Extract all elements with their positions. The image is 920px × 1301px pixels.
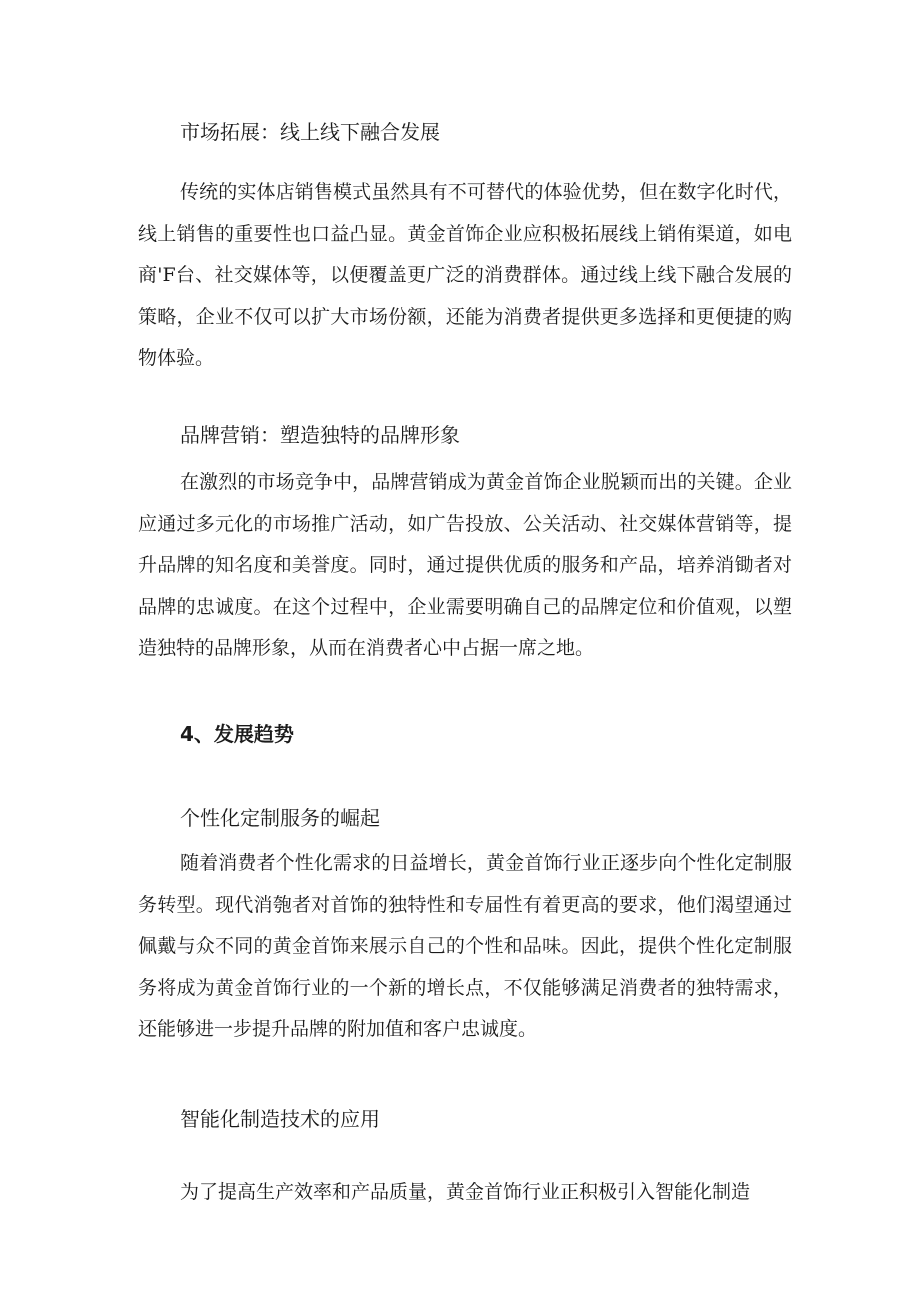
section-paragraph-market-expansion: 传统的实体店销售模式虽然具有不可替代的体验优势，但在数字化时代，线上销售的重要性也口益凸显。黄金首饰企业应积极拓展线上销侑渠道，如电商'F台、社交媒体等，以便覆盖更广泛的消费群体。通过线上线下融合发展的策略，企业不仅可以扩大市场份额，还能为消费者提供更多选择和更便捷的购物体验。 [138, 181, 792, 369]
section-heading-market-expansion: 市场拓展：线上线下融合发展 [180, 120, 440, 144]
section-paragraph-brand-marketing: 在激烈的市场竞争中，品牌营销成为黄金首饰企业脱颖而出的关键。企业应通过多元化的市场推广活动，如广告投放、公关活动、社交媒体营销等，提升品牌的知名度和美誉度。同时，通过提供优质的服务和产品，培养消锄者对品牌的忠诚度。在这个过程中，企业需要明确自己的品牌定位和价值观，以塑造独特的品牌形象，从而在消费者心中占据一席之地。 [138, 471, 792, 659]
section-paragraph-personalized-customization: 随着消费者个性化需求的日益增长，黄金首饰行业正逐步向个性化定制服务转型。现代消匏者对首饰的独特性和专届性有着更高的要求，他们渴望通过佩戴与众不同的黄金首饰来展示自己的个性和品味。因此，提供个性化定制服务将成为黄金首饰行业的一个新的增长点，不仅能够满足消费者的独特需求，还能够进一步提升品牌的附加值和客户忠诚度。 [138, 852, 792, 1040]
section-heading-personalized-customization: 个性化定制服务的崛起 [180, 806, 380, 830]
section-heading-brand-marketing: 品牌营销：塑造独特的品牌形象 [180, 423, 460, 447]
section-paragraph-intelligent-manufacturing: 为了提高生产效率和产品质量，黄金首饰行业正积极引入智能化制造 [180, 1181, 751, 1203]
section-heading-intelligent-manufacturing: 智能化制造技术的应用 [180, 1107, 380, 1131]
section-heading-development-trends: 4、发展趋势 [180, 722, 294, 746]
